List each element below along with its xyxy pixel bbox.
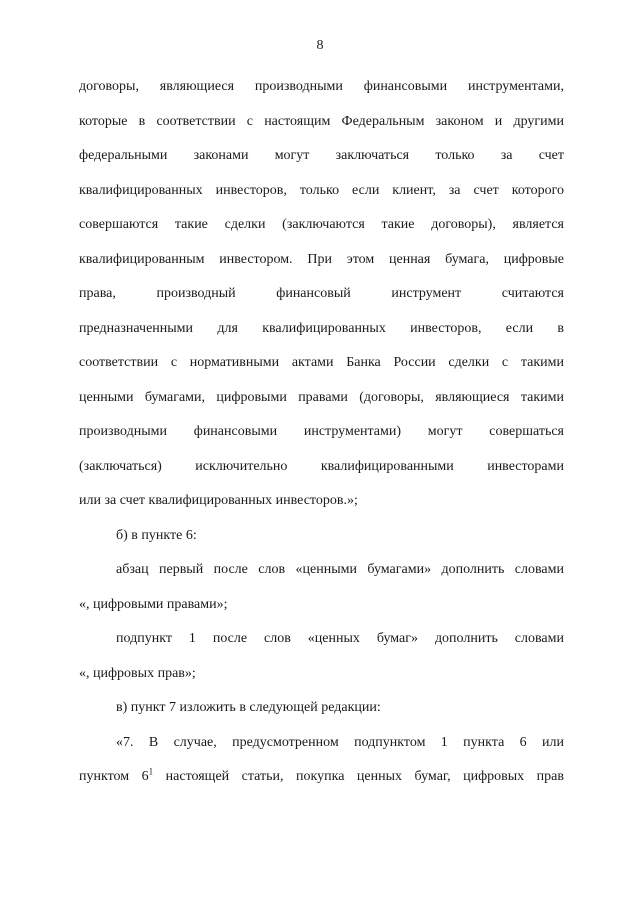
text-line: в) пункт 7 изложить в следующей редакции: xyxy=(116,700,381,715)
text-line: подпункт 1 после слов «ценных бумаг» дополнить словами xyxy=(116,631,564,646)
superscript: 1 xyxy=(148,766,154,777)
text-fragment: настоящей статьи, покупка ценных бумаг, цифровых прав xyxy=(153,769,564,784)
page-number: 8 xyxy=(316,38,324,53)
text-line: федеральными законами могут заключаться только за счет xyxy=(79,148,564,163)
text-line: «7. В случае, предусмотренном подпунктом 1 пункта 6 или xyxy=(116,735,564,750)
text-line: соответствии с нормативными актами Банка России сделки с такими xyxy=(79,355,564,370)
text-fragment: пунктом 6 xyxy=(79,769,149,784)
text-line: ценными бумагами, цифровыми правами (договоры, являющиеся такими xyxy=(79,390,564,405)
text-line: «, цифровыми правами»; xyxy=(79,597,228,612)
text-line: права, производный финансовый инструмент считаются xyxy=(79,286,564,301)
text-line: квалифицированным инвестором. При этом ценная бумага, цифровые xyxy=(79,252,564,267)
text-line: «, цифровых прав»; xyxy=(79,666,196,681)
text-line: производными финансовыми инструментами) могут совершаться xyxy=(79,424,564,439)
text-line: договоры, являющиеся производными финансовыми инструментами, xyxy=(79,79,564,94)
text-line: абзац первый после слов «ценными бумагами» дополнить словами xyxy=(116,562,564,577)
text-line: квалифицированных инвесторов, только если клиент, за счет которого xyxy=(79,183,564,198)
text-line: (заключаться) исключительно квалифицированными инвесторами xyxy=(79,459,564,474)
text-line: которые в соответствии с настоящим Федеральным законом и другими xyxy=(79,114,564,129)
text-line: совершаются такие сделки (заключаются такие договоры), является xyxy=(79,217,564,232)
text-line: б) в пункте 6: xyxy=(116,528,197,543)
text-line: или за счет квалифицированных инвесторов.»; xyxy=(79,493,358,508)
text-line xyxy=(79,768,564,786)
text-line: предназначенными для квалифицированных инвесторов, если в xyxy=(79,321,564,336)
